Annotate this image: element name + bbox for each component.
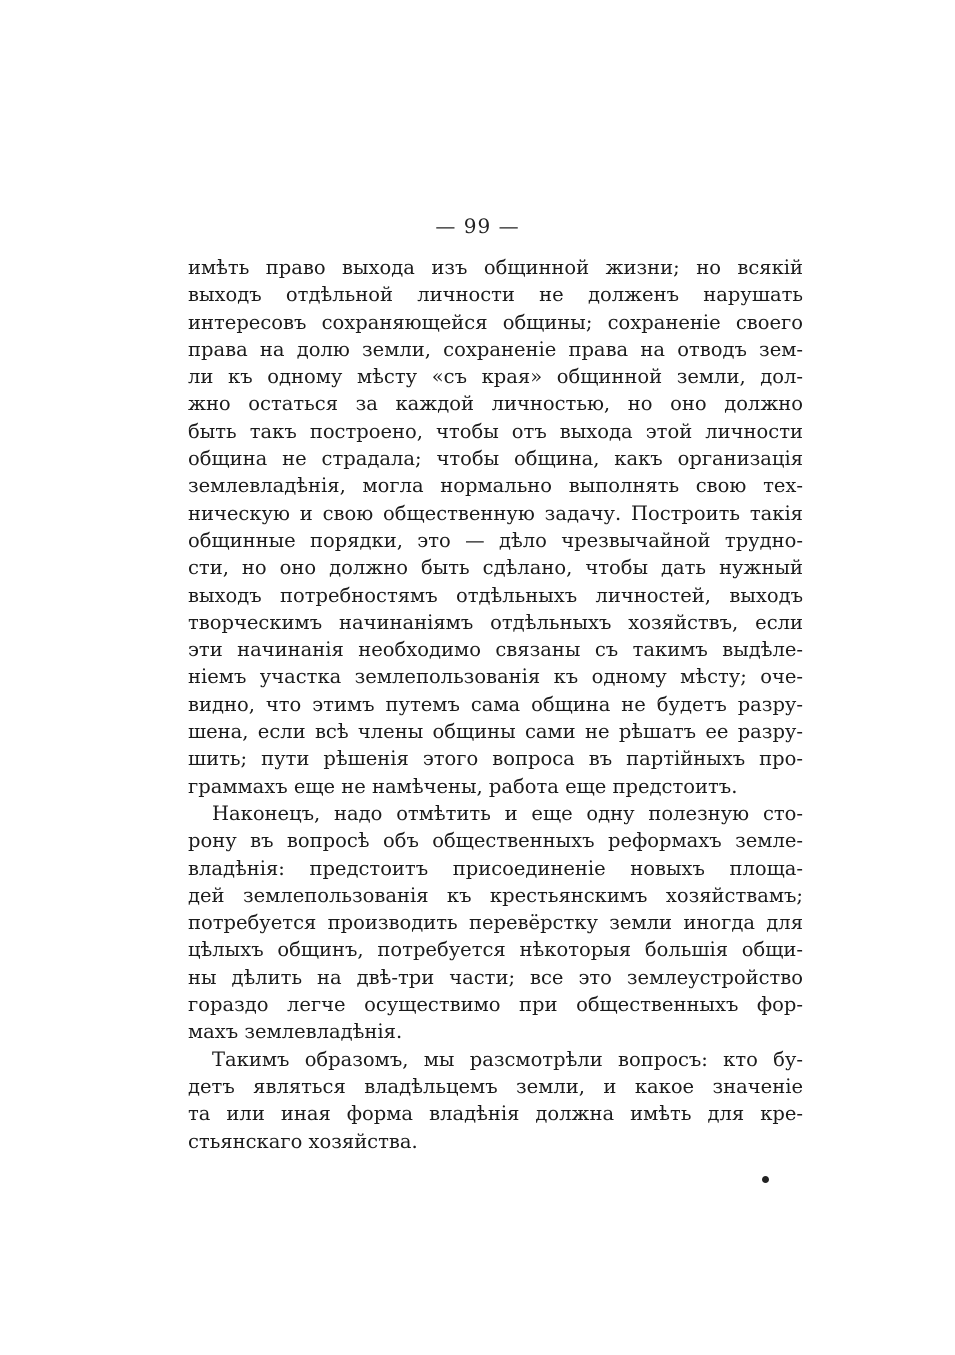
text-line: ніемъ участка землепользованія къ одному мѣсту; оче- [188, 665, 803, 689]
page-number: — 99 — [435, 214, 520, 238]
text-line: стьянскаго хозяйства. [188, 1129, 418, 1153]
text-line: ническую и свою общественную задачу. Построить такія [188, 501, 803, 525]
text-line: гораздо легче осуществимо при общественныхъ фор- [188, 993, 803, 1017]
text-line: творческимъ начинаніямъ отдѣльныхъ хозяйствъ, если [188, 610, 803, 634]
text-line: имѣть право выхода изъ общинной жизни; но всякій [188, 256, 803, 279]
text-line: ли къ одному мѣсту «съ края» общинной земли, дол- [188, 365, 803, 389]
text-line: детъ являться владѣльцемъ земли, и какое значеніе [188, 1074, 803, 1098]
text-line: шить; пути рѣшенія этого вопроса въ партійныхъ про- [188, 747, 803, 771]
text-line: махъ землевладѣнія. [188, 1020, 403, 1044]
body-text [188, 254, 803, 1155]
text-line: интересовъ сохраняющейся общины; сохраненіе своего [188, 310, 803, 334]
text-line: ны дѣлить на двѣ-три части; все это землеустройство [188, 965, 803, 989]
text-line: выходъ потребностямъ отдѣльныхъ личностей, выходъ [188, 583, 803, 607]
text-line: общинные порядки, это — дѣло чрезвычайной трудно- [188, 528, 803, 552]
text-line: община не страдала; чтобы община, какъ организація [188, 447, 803, 471]
text-line: шена, если всѣ члены общины сами не рѣшатъ ее разру- [188, 720, 803, 744]
text-line: видно, что этимъ путемъ сама община не будетъ разру- [188, 692, 803, 716]
text-line: сти, но оно должно быть сдѣлано, чтобы дать нужный [188, 556, 803, 580]
text-line: владѣнія: предстоитъ присоединеніе новыхъ площа- [188, 856, 803, 880]
text-line: цѣлыхъ общинъ, потребуется нѣкоторыя большія общи- [188, 938, 803, 962]
text-line: дей землепользованія къ крестьянскимъ хозяйствамъ; [188, 883, 803, 907]
text-line: выходъ отдѣльной личности не долженъ нарушать [188, 283, 803, 307]
text-line: та или иная форма владѣнія должна имѣть для кре- [188, 1102, 803, 1126]
text-line: эти начинанія необходимо связаны съ такимъ выдѣле- [188, 638, 803, 662]
text-line: быть такъ построено, чтобы отъ выхода этой личности [188, 419, 803, 443]
text-line: рону въ вопросѣ объ общественныхъ реформахъ земле- [188, 829, 803, 853]
text-line: Наконецъ, надо отмѣтить и еще одну полезную сто- [212, 801, 803, 825]
text-line: граммахъ еще не намѣчены, работа еще предстоитъ. [188, 774, 738, 798]
text-line: жно остаться за каждой личностью, но оно должно [188, 392, 803, 416]
text-line: землевладѣнія, могла нормально выполнять свою тех- [188, 474, 803, 498]
text-line: права на долю земли, сохраненіе права на отводъ зем- [188, 337, 803, 361]
text-line: Такимъ образомъ, мы разсмотрѣли вопросъ: кто бу- [212, 1047, 803, 1071]
text-line: потребуется производить перевёрстку земли иногда для [188, 911, 803, 935]
ink-dot [762, 1176, 769, 1183]
